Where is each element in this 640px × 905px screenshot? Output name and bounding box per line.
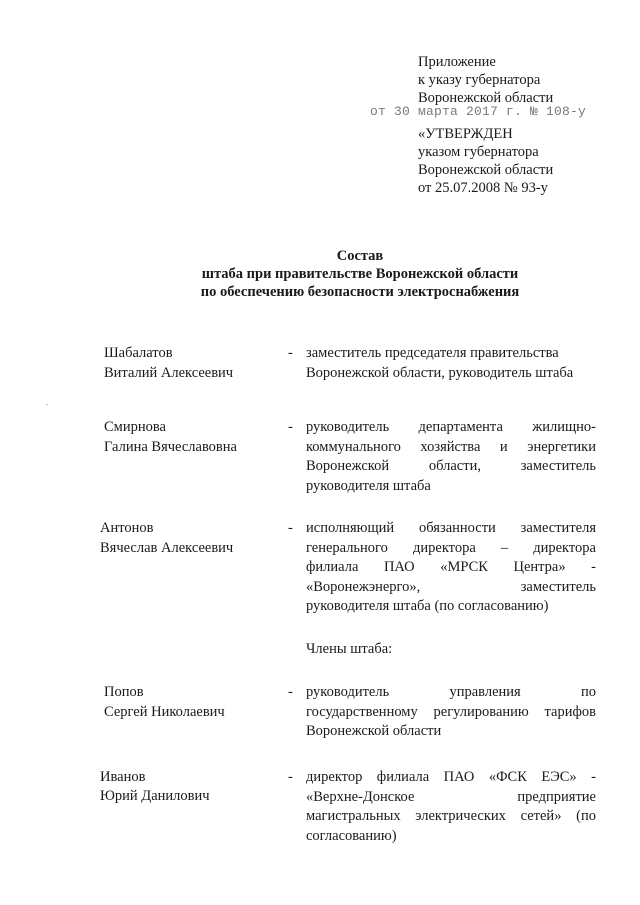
role-line: Воронежской области, заместитель [306,458,596,474]
title-line-3: по обеспечению безопасности электроснабжения [200,284,520,300]
role-line: директор филиала ПАО «ФСК ЕЭС» - [306,769,596,785]
role-line: руководителя штаба (по согласованию) [306,598,549,614]
role-line: коммунального хозяйства и энергетики [306,438,596,455]
role-line: согласованию) [306,827,397,844]
header-region-2: Воронежской области [418,162,554,178]
dash: - [288,345,293,361]
header-to-decree: к указу губернатора [418,72,541,88]
role-line: магистральных электрических сетей» (по [306,808,596,824]
person-role [306,418,596,496]
person-surname: Попов [104,684,144,700]
person-role [306,768,596,846]
person-name: Сергей Николаевич [104,704,225,720]
header-orig-date: от 25.07.2008 № 93-у [418,180,548,196]
person-surname: Шабалатов [104,345,173,361]
scan-speck [46,404,48,405]
header-appendix: Приложение [418,54,496,70]
person-surname: Иванов [100,769,146,785]
header-by-decree: указом губернатора [418,144,539,160]
person-name: Галина Вячеславовна [104,439,237,455]
role-line: заместитель председателя правительства [306,345,559,361]
dash: - [288,769,293,785]
role-line: филиала ПАО «МРСК Центра» - [306,559,596,575]
person-role [306,683,596,742]
person-surname: Антонов [100,520,154,536]
role-line: руководитель департамента жилищно- [306,419,596,435]
role-line: Воронежской области, руководитель штаба [306,364,574,381]
role-line: генерального директора – директора [306,539,596,556]
role-line: руководителя штаба [306,477,431,494]
person-role [306,519,596,617]
role-line: Воронежской области [306,723,442,739]
header-region: Воронежской области [418,90,554,106]
person-role [306,344,596,383]
members-heading: Члены штаба: [306,641,393,657]
role-line: «Верхне-Донское предприятие [306,788,596,805]
person-name: Виталий Алексеевич [104,365,234,381]
title-line-1: Состав [336,248,384,264]
header-stamp-date: от 30 марта 2017 г. № 108-у [370,104,587,119]
dash: - [288,684,293,700]
person-surname: Смирнова [104,419,166,435]
dash: - [288,520,293,536]
person-name: Вячеслав Алексеевич [100,540,234,556]
role-line: государственному регулированию тарифов [306,703,596,720]
role-line: руководитель управления по [306,684,596,700]
header-approved: «УТВЕРЖДЕН [418,126,513,142]
title-line-2: штаба при правительстве Воронежской области [201,266,519,282]
dash: - [288,419,293,435]
role-line: исполняющий обязанности заместителя [306,520,596,536]
role-line: «Воронежэнерго», заместитель [306,578,596,595]
person-name: Юрий Данилович [100,788,210,804]
